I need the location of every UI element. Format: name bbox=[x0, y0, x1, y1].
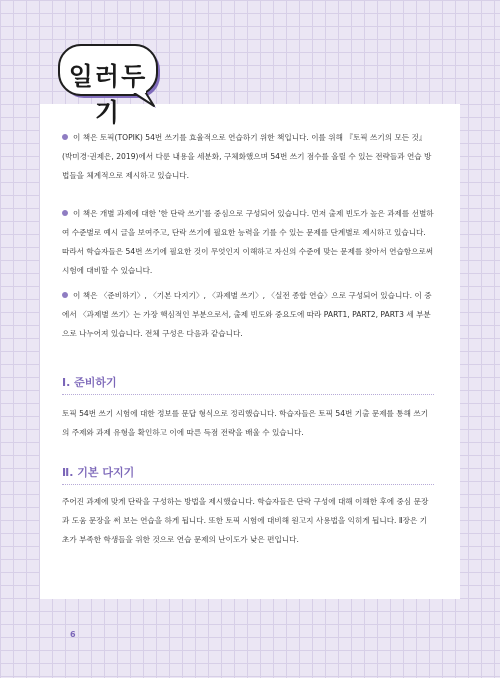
intro-paragraph bbox=[62, 286, 434, 343]
intro-paragraph-text: 이 책은 〈준비하기〉, 〈기본 다지기〉, 〈과제별 쓰기〉, 〈실전 종합 연습〉으로 구성되어 있습니다. 이 중에서 〈과제별 쓰기〉는 가장 핵심적인 부분으로서, 출제 빈도와 중요도에 따라 PART1, PART2, PART3 세 부분으로 나누어져 있습니다. 전체 구성은 다음과 같습니다. bbox=[62, 291, 432, 338]
section-heading-basics: Ⅱ. 기본 다지기 bbox=[62, 464, 434, 485]
page-title: 일러두기 bbox=[68, 62, 148, 127]
bullet-dot-icon bbox=[62, 210, 68, 216]
intro-paragraph-text: 이 책은 토픽(TOPIK) 54번 쓰기를 효율적으로 연습하기 위한 책입니다. 이를 위해 『토픽 쓰기의 모든 것』(박미경·권제은, 2019)에서 다룬 내용을 세분화, 구체화했으며 54번 쓰기 점수를 올릴 수 있는 전략들과 연습 방법들을 체계적으로 제시하고 있습니다. bbox=[62, 133, 432, 180]
intro-paragraph-text: 이 책은 개별 과제에 대한 '한 단락 쓰기'를 중심으로 구성되어 있습니다. 먼저 출제 빈도가 높은 과제를 선별하여 수준별로 예시 글을 보여주고, 단락 쓰기에 필요한 능력을 기를 수 있는 문제를 단계별로 제시하고 있습니다. 따라서 학습자들은 54번 쓰기에 필요한 것이 무엇인지 이해하고 자신의 수준에 맞는 문제를 찾아서 연습함으로써 시험에 대비할 수 있습니다. bbox=[62, 209, 434, 275]
intro-paragraph bbox=[62, 128, 434, 185]
intro-paragraph bbox=[62, 204, 434, 280]
title-speech-bubble bbox=[58, 44, 168, 127]
section-body-prepare: 토픽 54번 쓰기 시험에 대한 정보를 문답 형식으로 정리했습니다. 학습자들은 토픽 54번 기출 문제를 통해 쓰기의 주제와 과제 유형을 확인하고 이에 따른 득점 전략을 배울 수 있습니다. bbox=[62, 409, 429, 437]
section-heading-prepare: Ⅰ. 준비하기 bbox=[62, 374, 434, 395]
section-body-basics: 주어진 과제에 맞게 단락을 구성하는 방법을 제시했습니다. 학습자들은 단락 구성에 대해 이해한 후에 중심 문장과 도움 문장을 써 보는 연습을 하게 됩니다. 또한 토픽 시험에 대비해 원고지 사용법을 익히게 됩니다. Ⅱ장은 기초가 부족한 학생들을 위한 것으로 연습 문제의 난이도가 낮은 편입니다. bbox=[62, 497, 429, 544]
page-number: 6 bbox=[70, 630, 76, 639]
bullet-dot-icon bbox=[62, 134, 68, 140]
bullet-dot-icon bbox=[62, 292, 68, 298]
